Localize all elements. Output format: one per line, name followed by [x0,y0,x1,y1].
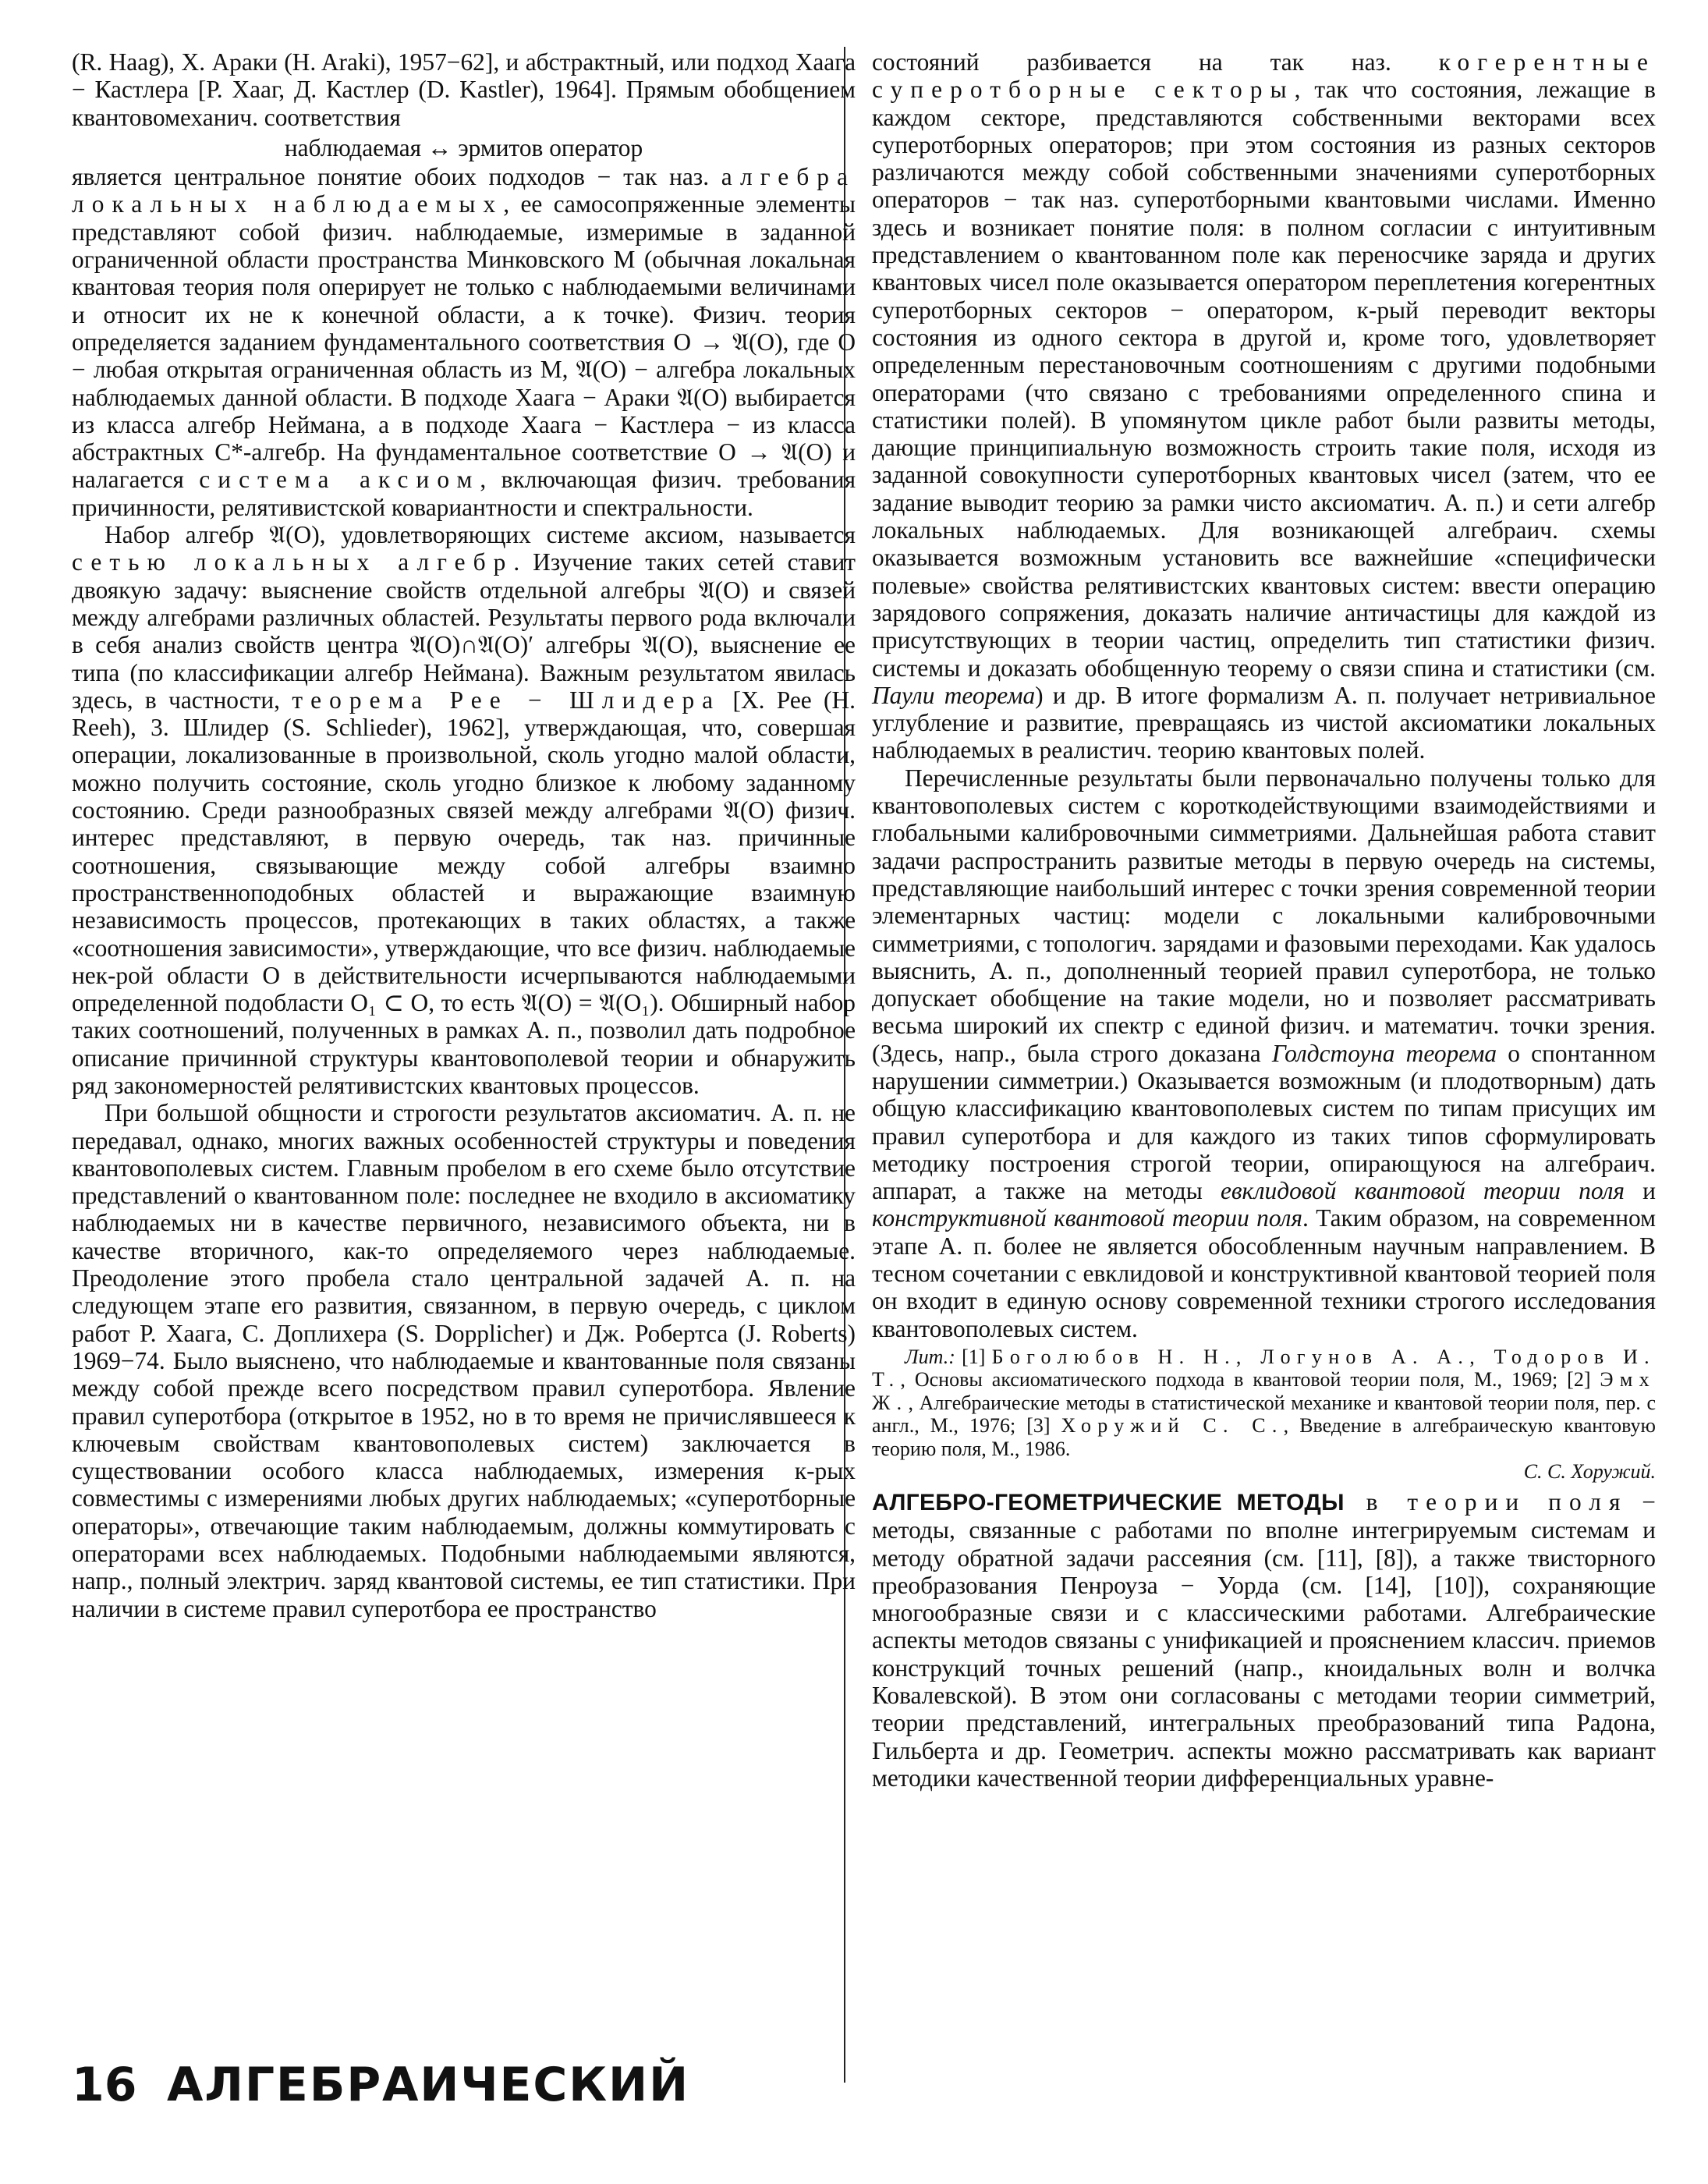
running-header-word: АЛГЕБРАИЧЕСКИЙ [167,2058,690,2112]
paragraph: состояний разбивается на так наз. когерентные суперотборные секторы, так что состояния, лежащие в каждом секторе, представляются собственными векторами всех суперотборных операторов; при этом состояния из разных секторов различаются между собой собственными значениями суперотборных операторов − так наз. суперотборными квантовыми числами. Именно здесь и возникает понятие поля: в полном согласии с интуитивным представлением о квантованном поле как переносчике заряда и других квантовых чисел поле оказывается оператором переплетения когерентных суперотборных секторов − оператором, к-рый переводит векторы состояния из одного сектора в другой и, кроме того, удовлетворяет определенным перестановочным соотношениям с другими подобными операторами (что связано с требованиями определенного спина и статистики полей). В упомянутом цикле работ были развиты методы, дающие принципиальную возможность строить такие поля, исходя из заданной совокупности суперотборных квантовых чисел (затем, что ее задание выводит теорию за рамки чисто аксиоматич. А. п.) и сети алгебр локальных наблюдаемых. Для возникающей алгебраич. схемы оказывается возможным установить все важнейшие «специфически полевые» свойства релятивистских квантовых систем: ввести операцию зарядового сопряжения, доказать наличие античастицы для каждой из присутствующих в теории частиц, определить тип статистики физич. системы и доказать обобщенную теорему о связи спина и статистики (см. Паули теорема) и др. В итоге формализм А. п. получает нетривиальное углубление и развитие, превращаясь из чистой аксиоматики локальных наблюдаемых в реалистич. теорию квантовых полей. [872,48,1656,764]
spaced-term: система аксиом [199,466,480,494]
cross-reference-link[interactable]: евклидовой квантовой теории поля [1220,1177,1625,1205]
paragraph: Перечисленные результаты были первоначально получены только для квантовополевых систем с короткодействующими взаимодействиями и глобальными калибровочными симметриями. Дальнейшая работа ставит задачи распространить развитые методы в первую очередь на системы, представляющие наибольший интерес с точки зрения современной теории элементарных частиц: модели с локальными калибровочными симметриями, с топологич. зарядами и фазовыми переходами. Как удалось выяснить, А. п., дополненный теорией правил суперотбора, не только допускает обобщение на такие модели, но и позволяет рассматривать весьма широкий их спектр с единой физич. и математич. точки зрения. (Здесь, напр., была строго доказана Голдстоуна теорема о спонтанном нарушении симметрии.) Оказывается возможным (и плодотворным) дать общую классификацию квантовополевых систем по типам присущих им правил суперотбора и для каждого из таких типов сформулировать методику построения строгой теории, опирающуюся на алгебраич. аппарат, а также на методы евклидовой квантовой теории поля и конструктивной квантовой теории поля. Таким образом, на современном этапе А. п. более не является обособленным научным направлением. В тесном сочетании с евклидовой и конструктивной квантовой теорией поля он входит в единую основу современной техники строгого исследования квантовополевых систем. [872,764,1656,1342]
entry-heading: АЛГЕБРО-ГЕОМЕТРИЧЕСКИЕ МЕТОДЫ [872,1489,1345,1516]
paragraph: При большой общности и строгости результатов аксиоматич. А. п. не передавал, однако, многих важных особенностей структуры и поведения квантовополевых систем. Главным пробелом в его схеме было отсутствие представлений о квантованном поле: последнее не входило в аксиоматику наблюдаемых ни в качестве первичного, независимого объекта, ни в качестве вторичного, как-то определяемого через наблюдаемые. Преодоление этого пробела стало центральной задачей А. п. на следующем этапе его развития, связанном, в первую очередь, с циклом работ Р. Хаага, С. Доплихера (S. Doppliсher) и Дж. Робертса (J. Roberts) 1969−74. Было выяснено, что наблюдаемые и квантованные поля связаны между собой прежде всего посредством правил суперотбора. Явление правил суперотбора (открытое в 1952, но в то время не причислявшееся к ключевым свойствам квантовополевых систем) заключается в существовании особого класса наблюдаемых, измерения к-рых совместимы с измерениями любых других наблюдаемых; «суперотборные операторы», отвечающие таким наблюдаемым, должны коммутировать с операторами всех наблюдаемых. Подобными наблюдаемыми являются, напр., полный электрич. заряд квантовой системы, ее тип статистики. При наличии в системе правил суперотбора ее пространство [72,1099,856,1622]
reference-author: Хоружий С. С. [1061,1414,1284,1438]
page-number: 16 [72,2058,137,2112]
left-column [72,48,856,1622]
references: Лит.: [1] Боголюбов Н. Н., Логунов А. А., Тодоров И. Т., Основы аксиоматического подхода в квантовой теории поля, М., 1969; [2] Эмх Ж., Алгебраические методы в статистической механике и квантовой теории поля, пер. с англ., М., 1976; [3] Хоружий С. С., Введение в алгебраическую квантовую теорию поля, М., 1986. [872,1345,1656,1460]
paragraph: (R. Haag), X. Араки (H. Araki), 1957−62], и абстрактный, или подход Хаага − Кастлера [Р. Хааг, Д. Кастлер (D. Kastler), 1964]. Прямым обобщением квантовомеханич. соответствия [72,48,856,131]
right-column [872,48,1656,1792]
references-label: Лит.: [905,1345,955,1368]
reference-author: Эмх Ж. [872,1368,1656,1414]
cross-reference-link[interactable]: Голдстоуна теорема [1271,1039,1497,1067]
author-signature: С. С. Хоружий. [1523,1460,1656,1484]
dictionary-entry: АЛГЕБРО-ГЕОМЕТРИЧЕСКИЕ МЕТОДЫ в теории поля − методы, связанные с работами по вполне интегрируемым системам и методу обратной задачи рассеяния (см. [11], [8]), а также твисторного преобразования Пенроуза − Уорда (см. [14], [10]), сохраняющие многообразные связи и с классическими работами. Алгебраические аспекты методов связаны с унификацией и прояснением классич. приемов конструкций точных решений (напр., кноидальных волн и волчка Ковалевской). В этом они согласованы с методами теории симметрий, теории представлений, интегральных преобразований типа Радона, Гильберта и др. Геометрич. аспекты можно рассматривать как вариант методики качественной теории дифференциальных уравне- [872,1487,1657,1792]
spaced-term: когерентные суперотборные секторы [872,48,1656,104]
reference-author: Боголюбов Н. Н., Логунов А. А., Тодоров И. Т. [872,1345,1656,1392]
spaced-term: алгебра локальных наблюдаемых [72,163,856,218]
spaced-term: сетью локальных алгебр [72,548,514,576]
cross-reference-link[interactable]: Паули теорема [872,681,1036,709]
spaced-term: теорема Рее − Шлидера [292,686,721,714]
spaced-term: в теории поля [1344,1487,1628,1516]
paragraph: Набор алгебр 𝔄(O), удовлетворяющих системе аксиом, называется сетью локальных алгебр. Изучение таких сетей ставит двоякую задачу: выяснение свойств отдельной алгебры 𝔄(O) и связей между алгебрами различных областей. Результаты первого рода включали в себя анализ свойств центра 𝔄(O)∩𝔄(O)′ алгебры 𝔄(O), выяснение ее типа (по классификации алгебр Неймана). Важным результатом явилась здесь, в частности, теорема Рее − Шлидера [X. Рее (H. Reeh), 3. Шлидер (S. Schlieder), 1962], утверждающая, что, совершая операции, локализованные в произвольной, сколь угодно малой области, можно получить состояние, сколь угодно близкое к любому заданному состоянию. Среди разнообразных связей между алгебрами 𝔄(O) физич. интерес представляют, в первую очередь, так наз. причинные соотношения, связывающие между собой алгебры взаимно пространственноподобных областей и выражающие взаимную независимость процессов, протекающих в таких областях, а также «соотношения зависимости», утверждающие, что все физич. наблюдаемые нек-рой области O в действительности исчерпываются наблюдаемыми определенной подобласти O₁ ⊂ O, то есть 𝔄(O) = 𝔄(O₁). Обширный набор таких соотношений, полученных в рамках А. п., позволил дать подробное описание причинной структуры квантовополевой теории и обнаружить ряд закономерностей релятивистских квантовых процессов. [72,521,856,1099]
formula-line: наблюдаемая ↔ эрмитов оператор [284,133,643,161]
paragraph: является центральное понятие обоих подходов − так наз. алгебра локальных наблюдаемых, ее самосопряженные элементы представляют собой физич. наблюдаемые, измеримые в заданной ограниченной области пространства Минковского M (обычная локальная квантовая теория поля оперирует не только с наблюдаемыми величинами и относит их не к конечной области, а к точке). Физич. теория определяется заданием фундаментального соответствия O → 𝔄(O), где O − любая открытая ограниченная область из M, 𝔄(O) − алгебра локальных наблюдаемых данной области. В подходе Хаага − Араки 𝔄(O) выбирается из класса алгебр Неймана, а в подходе Хаага − Кастлера − из класса абстрактных C*-алгебр. На фундаментальное соответствие O → 𝔄(O) и налагается система аксиом, включающая физич. требования причинности, релятивистской ковариантности и спектральности. [72,163,856,521]
cross-reference-link[interactable]: конструктивной квантовой теории поля [872,1204,1303,1232]
